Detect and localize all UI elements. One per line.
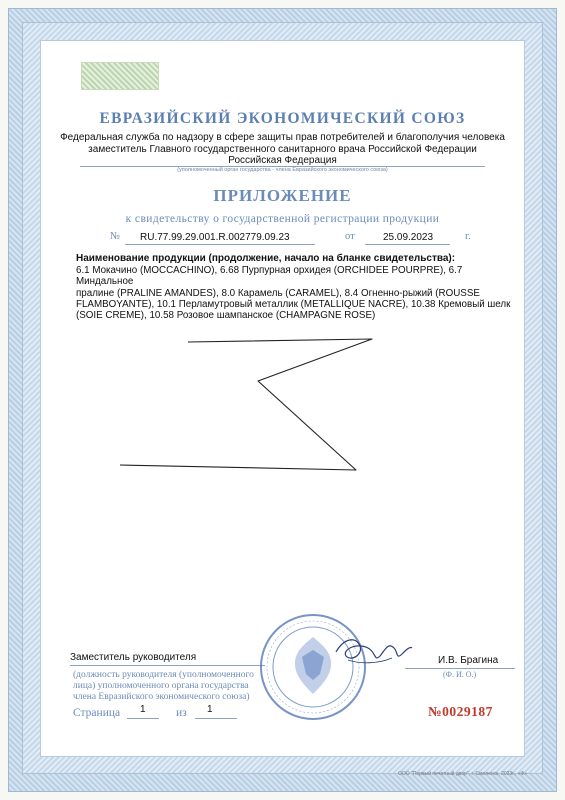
products-heading: Наименование продукции (продолжение, начало на бланке свидетельства): (76, 253, 456, 264)
page-current-underline (127, 718, 159, 719)
union-title: ЕВРАЗИЙСКИЙ ЭКОНОМИЧЕСКИЙ СОЮЗ (99, 110, 466, 127)
signatory-position: Заместитель руководителя (70, 652, 197, 663)
print-info: ООО "Первый печатный двор", г. Смоленск, 2023г., «Ф» (398, 771, 527, 777)
authority-line-2: заместитель Главного государственного санитарного врача Российской Федерации (88, 143, 477, 155)
page-of-label: из (176, 707, 187, 719)
date-label: от (345, 231, 355, 242)
registration-number: RU.77.99.29.001.R.002779.09.23 (140, 232, 290, 243)
appendix-title: ПРИЛОЖЕНИЕ (213, 186, 352, 205)
form-number: №0029187 (428, 704, 493, 719)
year-suffix: г. (465, 231, 471, 242)
products-line: FLAMBOYANTE), 10.1 Перламутровый металлик (METALLIQUE NACRE), 10.38 Кремовый шелк (76, 298, 511, 310)
position-caption-line-3: члена Евразийского экономического союза) (73, 692, 250, 702)
handwritten-signature (330, 630, 415, 675)
authority-line-1: Федеральная служба по надзору в сфере защиты прав потребителей и благополучия человека (60, 132, 505, 143)
authority-line-3: Российская Федерация (228, 155, 337, 166)
position-underline (70, 665, 265, 666)
signatory-name: И.В. Брагина (438, 655, 499, 666)
appendix-subtitle: к свидетельству о государственной регистрации продукции (125, 213, 440, 225)
products-line: (SOIE CREME), 10.58 Розовое шампанское (CHAMPAGNE ROSE) (76, 310, 376, 322)
name-caption: (Ф. И. О.) (443, 670, 477, 679)
number-label: № (110, 231, 121, 242)
position-caption-line-2: лица) уполномоченного органа государства (73, 681, 249, 691)
page-label: Страница (73, 707, 121, 719)
authority-caption: (уполномоченный орган государства - члена Евразийского экономического союза) (177, 167, 388, 173)
products-line: пралине (PRALINE AMANDES), 8.0 Карамель (CARAMEL), 8.4 Огненно-рыжий (ROUSSE (76, 287, 480, 299)
registration-date: 25.09.2023 (383, 232, 434, 243)
page-current: 1 (140, 704, 146, 715)
page-total-underline (195, 718, 237, 719)
position-caption-line-1: (должность руководителя (уполномоченного (73, 670, 254, 680)
products-line: 6.1 Мокачино (MOCCACHINO), 6.68 Пурпурная орхидея (ORCHIDEE POURPRE), 6.7 Миндальное (76, 265, 463, 288)
page-total: 1 (207, 704, 213, 715)
